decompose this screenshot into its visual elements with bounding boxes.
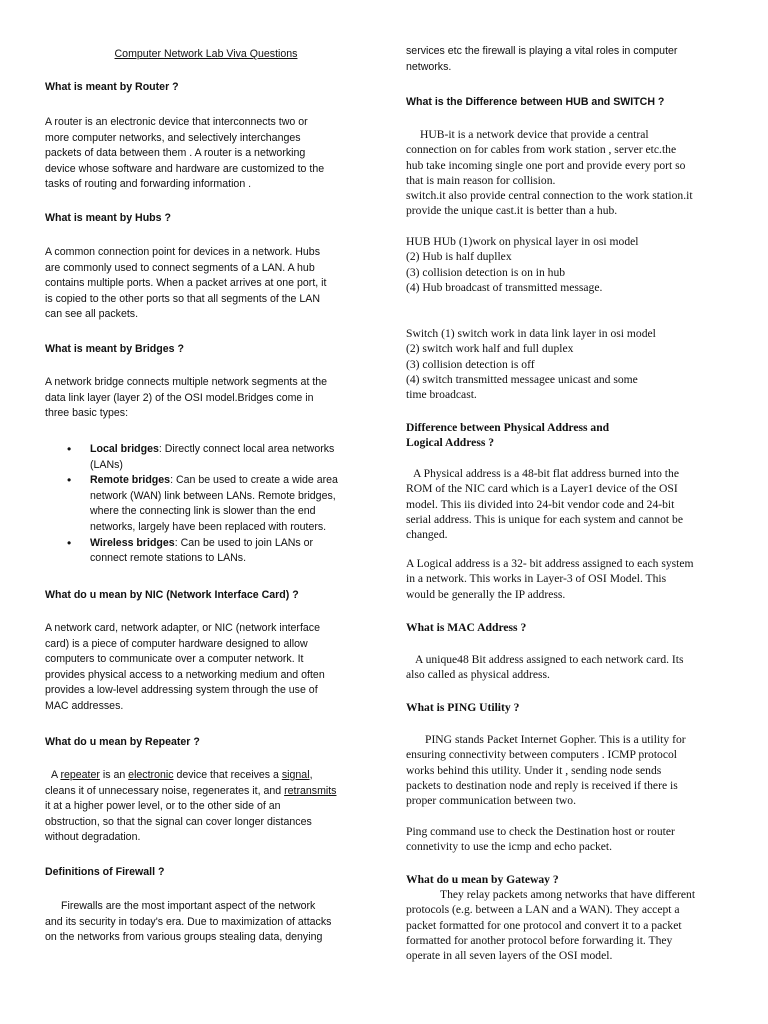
answer-line: computers to communicate over a computer network. It (45, 653, 304, 666)
list-item-text: (LANs) (90, 458, 123, 471)
answer-line: is copied to the other ports so that all segments of the LAN (45, 292, 321, 305)
link-repeater[interactable]: repeater (60, 769, 100, 781)
term-local-bridges: Local bridges (90, 443, 159, 455)
answer-line: operate in all seven layers of the OSI model. (406, 949, 613, 963)
answer-line: A common connection point for devices in a network. Hubs (45, 246, 320, 258)
list-item (45, 536, 367, 567)
text-span: A (51, 769, 61, 781)
answer-gateway (406, 887, 724, 963)
answer-line: tasks of routing and forwarding information . (45, 178, 252, 191)
list-item: (4) Hub broadcast of transmitted message. (406, 280, 603, 294)
answer-line: and its security in today's era. Due to maximization of attacks (45, 915, 332, 928)
answer-line: connection on for cables from work station , server etc.the (406, 143, 677, 157)
list-item-text: connect remote stations to LANs. (90, 552, 247, 565)
text-span: is an (99, 769, 129, 781)
bullet-icon: • (67, 535, 72, 550)
text-span: device that receives a (173, 769, 282, 781)
answer-physical-address (406, 466, 724, 542)
answer-line: that is main reason for collision. (406, 173, 556, 187)
answer-hubs (45, 245, 367, 323)
link-retransmits[interactable]: retransmits (284, 784, 337, 797)
list-item (45, 442, 367, 473)
question-line: Logical Address ? (406, 436, 495, 450)
answer-line: ROM of the NIC card which is a Layer1 device of the OSI (406, 482, 678, 496)
answer-line: device whose software and hardware are customized to the (45, 162, 325, 175)
answer-line: would be generally the IP address. (406, 587, 566, 601)
list-item: (2) switch work half and full duplex (406, 342, 574, 356)
list-item: Switch (1) switch work in data link layer in osi model (406, 327, 656, 340)
bullet-icon: • (67, 442, 72, 456)
list-item-text: : Directly connect local area networks (158, 443, 335, 455)
answer-line: without degradation. (45, 831, 141, 844)
answer-line: provides physical access to a networking medium and often (45, 668, 325, 681)
question-gateway: What do u mean by Gateway ? (406, 873, 559, 886)
list-item: (3) collision detection is off (406, 357, 535, 371)
answer-line: in a network. This works in Layer-3 of OSI Model. This (406, 572, 667, 586)
answer-line: on the networks from various groups stealing data, denying (45, 931, 323, 944)
question-ping: What is PING Utility ? (406, 701, 520, 714)
list-item-text: network (WAN) link between LANs. Remote bridges, (90, 489, 336, 502)
text-span: cleans it of unnecessary noise, regenerates it, and (45, 784, 285, 797)
answer-line: A network card, network adapter, or NIC (network interface (45, 622, 320, 634)
hub-properties-list (406, 234, 724, 295)
answer-line: formatted for another protocol before forwarding it. They (406, 933, 673, 947)
answer-line: serial address. This is unique for each system and cannot be (406, 512, 683, 526)
answer-line: packets of data between them . A router is a networking (45, 147, 306, 160)
answer-line: protocols (e.g. between a LAN and a WAN). They accept a (406, 903, 680, 917)
list-item: (4) switch transmitted messagee unicast and some (406, 372, 638, 386)
answer-ping (406, 732, 724, 808)
list-item: (2) Hub is half dupllex (406, 250, 512, 264)
firewall-continued (406, 44, 724, 75)
answer-line: A Physical address is a 48-bit flat address burned into the (413, 467, 679, 480)
answer-bridges (45, 375, 367, 422)
question-hub-switch: What is the Difference between HUB and SWITCH ? (406, 96, 665, 108)
answer-line: services etc the firewall is playing a vital roles in computer (406, 45, 678, 57)
answer-line: They relay packets among networks that have different (440, 888, 696, 901)
answer-line: A network bridge connects multiple network segments at the (45, 376, 328, 388)
list-item-text: : Can be used to create a wide area (170, 474, 338, 487)
answer-line: obstruction, so that the signal can cover longer distances (45, 815, 312, 828)
answer-repeater (45, 768, 367, 846)
text-span: , (309, 769, 313, 781)
answer-line: more computer networks, and selectively interchanges (45, 131, 301, 144)
answer-line: changed. (406, 528, 448, 542)
answer-line: model. This iis divided into 24-bit vendor code and 24-bit (406, 497, 675, 511)
answer-line: connetivity to use the icmp and echo packet. (406, 840, 613, 854)
question-firewall: Definitions of Firewall ? (45, 866, 165, 878)
answer-line: packet formatted for one protocol and convert it to a packet (406, 918, 682, 932)
question-mac: What is MAC Address ? (406, 621, 527, 634)
answer-line: MAC addresses. (45, 699, 124, 712)
document-title: Computer Network Lab Viva Questions (114, 48, 298, 60)
answer-line: Firewalls are the most important aspect of the network (61, 900, 316, 912)
answer-line: ensuring connectivity between computers . ICMP protocol (406, 748, 677, 762)
answer-line: hub take incoming single one port and provide every port so (406, 158, 686, 172)
term-wireless-bridges: Wireless bridges (90, 536, 175, 549)
answer-line: data link layer (layer 2) of the OSI model.Bridges come in (45, 391, 314, 404)
answer-line: A unique48 Bit address assigned to each network card. Its (415, 653, 684, 666)
question-bridges: What is meant by Bridges ? (45, 343, 184, 355)
question-hubs: What is meant by Hubs ? (45, 212, 171, 224)
answer-nic (45, 621, 367, 715)
answer-ping-command (406, 824, 724, 855)
question-line: Difference between Physical Address and (406, 421, 610, 434)
answer-line (45, 784, 367, 800)
answer-line: A Logical address is a 32- bit address assigned to each system (406, 557, 694, 570)
answer-line: switch.it also provide central connection to the work station.it (406, 189, 693, 203)
answer-line: are commonly used to connect segments of a LAN. A hub (45, 261, 315, 274)
question-router: What is meant by Router ? (45, 81, 179, 93)
answer-line: Ping command use to check the Destination host or router (406, 825, 675, 838)
answer-hub-switch (406, 127, 724, 219)
question-physical-logical (406, 420, 724, 451)
answer-line: three basic types: (45, 407, 129, 420)
bullet-icon: • (67, 473, 72, 488)
list-item: (3) collision detection is on in hub (406, 265, 566, 279)
answer-mac (406, 652, 724, 683)
list-item: HUB HUb (1)work on physical layer in osi model (406, 235, 639, 248)
answer-line: it at a higher power level, or to the other side of an (45, 800, 281, 813)
switch-properties-list (406, 326, 724, 402)
answer-logical-address (406, 556, 724, 602)
list-item-text: networks, largely have been replaced with routers. (90, 520, 327, 533)
answer-line: contains multiple ports. When a packet arrives at one port, it (45, 277, 327, 290)
list-item-text: where the connecting link is slower than the end (90, 505, 316, 518)
answer-line: packets to destination node and reply is received if there is (406, 778, 678, 792)
question-repeater: What do u mean by Repeater ? (45, 736, 200, 748)
answer-line: works behind this utility. Under it , sending node sends (406, 763, 662, 777)
answer-router (45, 115, 367, 193)
list-item: time broadcast. (406, 388, 477, 402)
answer-line: also called as physical address. (406, 668, 550, 682)
bridge-types-list (45, 442, 367, 567)
answer-line: provide the unique cast.it is better than a hub. (406, 204, 618, 218)
list-item (45, 473, 367, 535)
answer-line (45, 768, 367, 784)
link-electronic[interactable]: electronic (128, 769, 174, 781)
answer-line: proper communication between two. (406, 794, 576, 808)
term-remote-bridges: Remote bridges (90, 474, 171, 487)
answer-line: card) is a piece of computer hardware designed to allow (45, 637, 308, 650)
answer-line: PING stands Packet Internet Gopher. This is a utility for (425, 733, 686, 746)
question-nic: What do u mean by NIC (Network Interface Card) ? (45, 589, 299, 601)
answer-firewall (45, 899, 367, 946)
answer-line: HUB-it is a network device that provide a central (420, 128, 649, 141)
answer-line: networks. (406, 60, 452, 73)
answer-line: can see all packets. (45, 308, 139, 321)
answer-line: provides a low-level addressing system through the use of (45, 684, 318, 697)
answer-line: A router is an electronic device that interconnects two or (45, 116, 308, 128)
list-item-text: : Can be used to join LANs or (174, 536, 314, 549)
link-signal[interactable]: signal (281, 769, 310, 781)
